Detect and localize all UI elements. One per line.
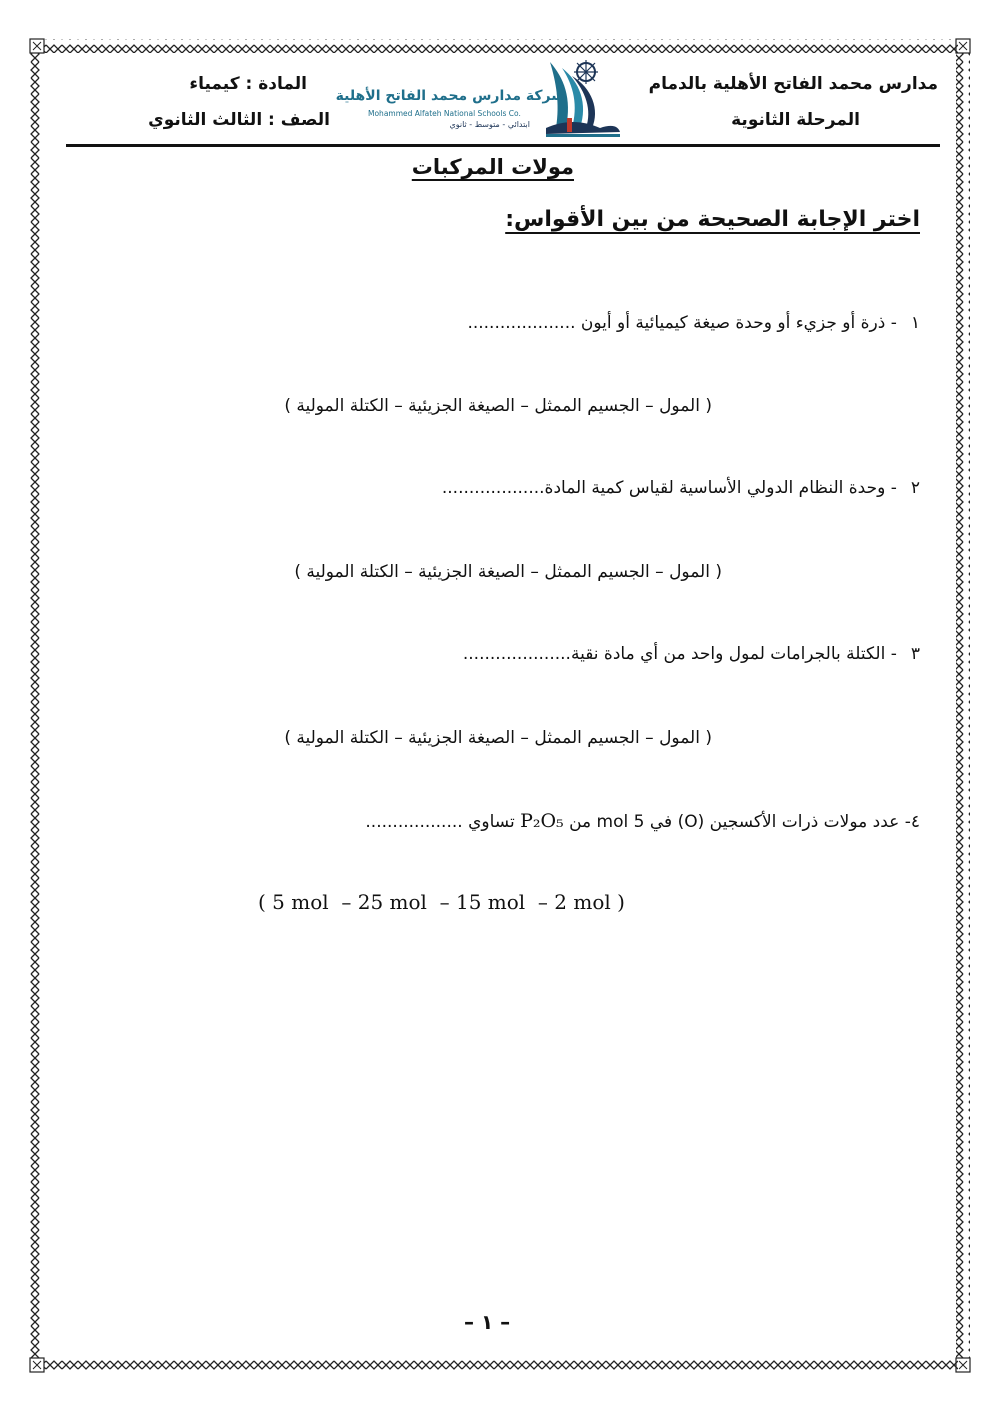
question-4-prefix: ٤- عدد مولات ذرات الأكسجين (O) في 5 mol من	[569, 812, 920, 832]
question-1	[467, 313, 920, 333]
grade-label: الصف : الثالث الثانوي	[148, 110, 330, 130]
question-text: - وحدة النظام الدولي الأساسية لقياس كمية المادة...................	[441, 478, 897, 498]
question-number: ٢	[910, 478, 920, 498]
school-logo	[335, 58, 625, 140]
header-divider	[66, 144, 940, 147]
logo-name-ar: شركة مدارس محمد الفاتح الأهلية	[335, 88, 565, 104]
page-title: مولات المركبات	[411, 155, 574, 179]
question-4	[365, 810, 920, 832]
question-number: ١	[910, 313, 920, 333]
question-number: ٣	[910, 644, 920, 664]
logo-name-en: Mohammed Alfateh National Schools Co.	[368, 109, 521, 118]
question-3-options: ( المول – الجسيم الممثل – الصيغة الجزيئية – الكتلة المولية )	[284, 728, 712, 748]
question-2	[442, 478, 920, 498]
school-stage: المرحلة الثانوية	[731, 110, 860, 130]
question-text: - ذرة أو جزيء أو وحدة صيغة كيميائية أو أيون ....................	[467, 313, 897, 333]
question-4-options: ( 5 mol – 25 mol – 15 mol – 2 mol )	[258, 890, 625, 914]
school-name: مدارس محمد الفاتح الأهلية بالدمام	[648, 74, 938, 94]
page-number: – ١ –	[464, 1310, 511, 1334]
chemical-formula: P₂O₅	[520, 810, 564, 832]
logo-levels: ابتدائي - متوسط - ثانوي	[449, 120, 530, 129]
subject-label: المادة : كيمياء	[189, 74, 307, 94]
instruction: اختر الإجابة الصحيحة من بين الأقواس:	[505, 207, 920, 232]
question-2-options: ( المول – الجسيم الممثل – الصيغة الجزيئية – الكتلة المولية )	[294, 562, 722, 582]
question-3	[463, 644, 920, 664]
question-text: - الكتلة بالجرامات لمول واحد من أي مادة نقية....................	[462, 644, 897, 664]
question-1-options: ( المول – الجسيم الممثل – الصيغة الجزيئية – الكتلة المولية )	[284, 396, 712, 416]
question-4-suffix: تساوي ..................	[365, 812, 515, 832]
